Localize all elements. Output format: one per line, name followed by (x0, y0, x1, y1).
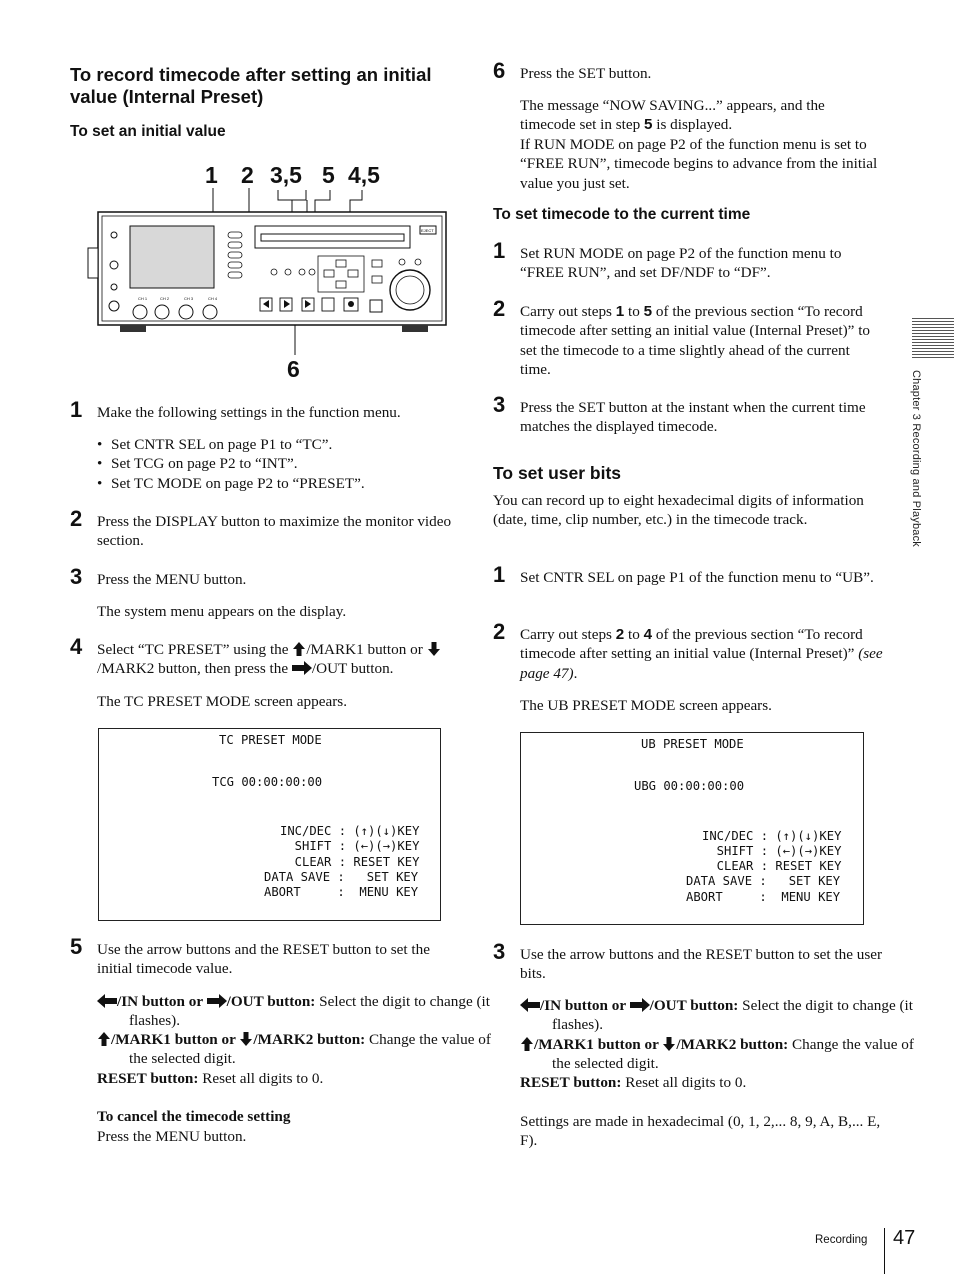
step-number: 3 (493, 939, 506, 964)
text-part: to (624, 626, 644, 643)
footer-divider (884, 1228, 885, 1274)
callout-1: 1 (205, 162, 218, 188)
item-desc: Select the digit to change (it flashes). (129, 993, 490, 1030)
arrow-up-icon (97, 1032, 111, 1046)
text-part: Carry out steps (520, 626, 616, 643)
step-number: 2 (493, 619, 506, 644)
eject-label: EJECT (421, 228, 434, 233)
step-text: Make the following settings in the function menu. (97, 404, 401, 421)
step-ref: 5 (644, 116, 653, 134)
screen-userbits-value: UBG 00:00:00:00 (634, 779, 745, 793)
step-text (520, 625, 884, 683)
bullet-item: • Set TC MODE on page P2 to “PRESET”. (97, 474, 457, 493)
step4-text-part: /OUT button. (311, 660, 394, 678)
step-text: Press the MENU button. (97, 571, 247, 588)
screen-key-row: INC/DEC : (↑)(↓)KEY (702, 829, 842, 843)
text-part: to (624, 303, 644, 320)
chapter-label: Chapter 3 Recording and Playback (910, 370, 922, 548)
note-part: The message “NOW SAVING...” appears, and the timecode set in step (520, 97, 825, 134)
text-part: . (573, 664, 578, 682)
note-part: is displayed. (652, 116, 733, 134)
item-label: RESET button: (520, 1074, 622, 1091)
bullet-item: • Set CNTR SEL on page P1 to “TC”. (97, 435, 457, 454)
screen-title: UB PRESET MODE (641, 737, 744, 751)
step6-note (520, 96, 882, 193)
screen-key-row: CLEAR : RESET KEY (702, 859, 842, 873)
arrow-down-icon (239, 1032, 253, 1046)
screen-key-row: SHIFT : (←)(→)KEY (702, 844, 842, 858)
screen-key-row: ABORT : MENU KEY (686, 890, 841, 904)
step-text: Set CNTR SEL on page P1 of the function menu to “UB”. (520, 569, 874, 586)
screen-key-row: DATA SAVE : SET KEY (686, 874, 841, 888)
step-number: 5 (70, 934, 83, 959)
tc-preset-mode-screen (98, 728, 441, 921)
text-part: of the previous section “To record timecode after setting an initial value (Internal Preset)” (520, 626, 863, 663)
arrow-down-icon (662, 1037, 676, 1051)
step-number: 6 (493, 58, 506, 83)
step-ref: 5 (643, 303, 653, 320)
arrow-right-icon (630, 998, 650, 1012)
step5-reset-item (97, 1069, 461, 1088)
svg-text:CH 4: CH 4 (208, 296, 218, 301)
cancel-heading: To cancel the timecode setting (97, 1108, 291, 1125)
step-note: The system menu appears on the display. (97, 603, 347, 620)
callout-6: 6 (287, 356, 300, 382)
subheading-initial-value: To set an initial value (70, 123, 226, 140)
arrow-left-icon (97, 994, 117, 1008)
svg-text:CH 3: CH 3 (184, 296, 194, 301)
arrow-up-icon (292, 642, 306, 656)
arrow-up-icon (520, 1037, 534, 1051)
page-reference-link[interactable]: (see page 47) (520, 645, 883, 682)
screen-title: TC PRESET MODE (219, 733, 322, 747)
user-bits-intro: You can record up to eight hexadecimal digits of information (date, time, clip number, etc.) in the timecode track. (493, 492, 864, 529)
item-desc: Select the digit to change (it flashes). (552, 997, 913, 1034)
step4-text-part: Select “TC PRESET” using the (97, 641, 293, 658)
step-text (520, 302, 884, 380)
step5-mark-item (97, 1030, 493, 1069)
cancel-text: Press the MENU button. (97, 1128, 247, 1145)
vtr-front-panel-figure (80, 160, 460, 390)
item-label: /MARK2 button: (253, 1031, 366, 1048)
screen-timecode-value: TCG 00:00:00:00 (212, 775, 323, 789)
step4-text-part: /MARK2 button, then press the (97, 660, 292, 678)
step-ref: 1 (615, 303, 625, 320)
step-number: 3 (493, 392, 506, 417)
ub-preset-mode-screen (520, 732, 864, 925)
step-number: 1 (493, 562, 506, 587)
screen-key-row: SHIFT : (←)(→)KEY (280, 839, 420, 853)
svg-text:CH 2: CH 2 (160, 296, 170, 301)
item-label: /OUT button: (649, 997, 739, 1014)
screen-key-row: ABORT : MENU KEY (264, 885, 419, 899)
vtr-front-panel-illustration (80, 160, 460, 390)
item-desc: Reset all digits to 0. (621, 1074, 747, 1091)
item-desc: Change the value of the selected digit. (129, 1031, 491, 1068)
step-number: 2 (493, 296, 506, 321)
screen-key-row: INC/DEC : (↑)(↓)KEY (280, 824, 420, 838)
step5-in-out-item (97, 992, 493, 1031)
callout-4-5: 4,5 (348, 162, 380, 188)
ub-reset-item (520, 1073, 884, 1092)
item-label: /OUT button: (226, 993, 316, 1010)
chapter-tab-marker (912, 318, 954, 360)
item-desc: Change the value of the selected digit. (552, 1036, 914, 1073)
callout-5: 5 (322, 162, 335, 188)
step4-text (97, 640, 462, 679)
step-number: 1 (493, 238, 506, 263)
item-label: /MARK1 button or (111, 1031, 240, 1048)
callout-2: 2 (241, 162, 254, 188)
screen-key-row: DATA SAVE : SET KEY (264, 870, 419, 884)
item-label: /IN button or (540, 997, 630, 1014)
svg-text:CH 1: CH 1 (138, 296, 148, 301)
page-number: 47 (893, 1227, 916, 1249)
arrow-left-icon (520, 998, 540, 1012)
arrow-right-icon (207, 994, 227, 1008)
text-part: Carry out steps (520, 303, 616, 320)
subheading-user-bits: To set user bits (493, 463, 622, 483)
step-text: Use the arrow buttons and the RESET button to set the initial timecode value. (97, 941, 430, 978)
step-number: 3 (70, 564, 83, 589)
ub-mark-item (520, 1035, 916, 1074)
step-text: Press the SET button. (520, 65, 652, 82)
step-text: Use the arrow buttons and the RESET button to set the user bits. (520, 946, 883, 983)
step-note: The TC PRESET MODE screen appears. (97, 693, 347, 710)
item-label: RESET button: (97, 1070, 199, 1087)
item-label: /MARK2 button: (676, 1036, 789, 1053)
callout-3-5: 3,5 (270, 162, 302, 188)
section-heading: To record timecode after setting an initial value (Internal Preset) (70, 64, 432, 107)
step-ref: 2 (615, 626, 625, 643)
item-label: /IN button or (117, 993, 207, 1010)
bullet-item: • Set TCG on page P2 to “INT”. (97, 454, 457, 473)
step-note: The UB PRESET MODE screen appears. (520, 697, 772, 714)
text-part: of the previous section “To record timecode after setting an initial value (Internal Preset)” to set the timecode to a time slightly ahead of the current time. (520, 303, 871, 379)
step-number: 2 (70, 506, 83, 531)
step-number: 4 (70, 634, 83, 659)
step-ref: 4 (643, 626, 653, 643)
arrow-down-icon (427, 642, 441, 656)
step4-text-part: /MARK1 button or (306, 641, 427, 658)
item-label: /MARK1 button or (534, 1036, 663, 1053)
screen-key-row: CLEAR : RESET KEY (280, 855, 420, 869)
note-part: If RUN MODE on page P2 of the function menu is set to “FREE RUN”, timecode begins to advance from the initial value you just set. (520, 135, 878, 192)
arrow-right-icon (292, 661, 312, 675)
subheading-current-time: To set timecode to the current time (493, 206, 751, 223)
hex-note: Settings are made in hexadecimal (0, 1, 2,... 8, 9, A, B,... E, F). (520, 1113, 881, 1150)
ub-in-out-item (520, 996, 916, 1035)
step-text: Set RUN MODE on page P2 of the function menu to “FREE RUN”, and set DF/NDF to “DF”. (520, 245, 842, 282)
footer-section-label: Recording (815, 1234, 868, 1246)
step-number: 1 (70, 397, 83, 422)
step1-bullet-list (97, 435, 457, 493)
step-text: Press the SET button at the instant when the current time matches the displayed timecode. (520, 399, 866, 436)
step-text: Press the DISPLAY button to maximize the monitor video section. (97, 513, 452, 550)
item-desc: Reset all digits to 0. (198, 1070, 324, 1087)
